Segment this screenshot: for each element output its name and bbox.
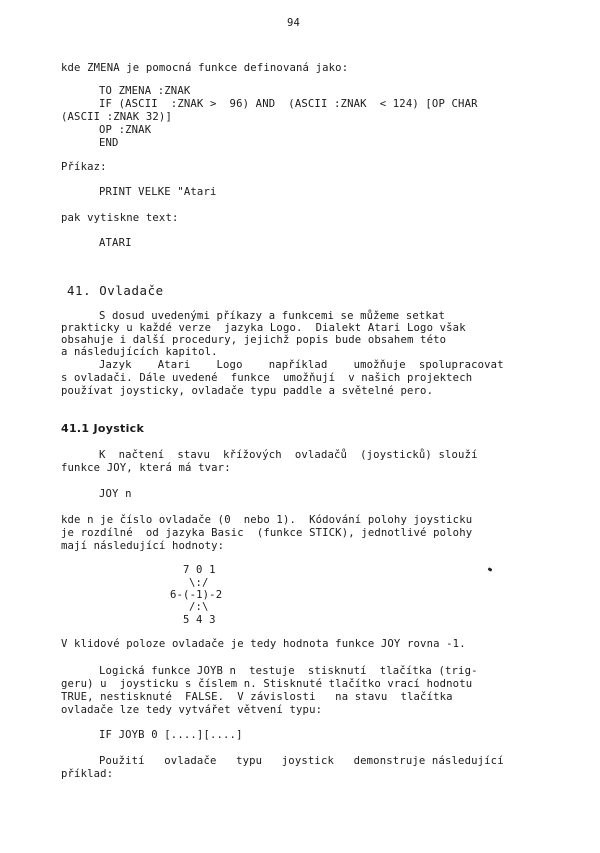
text-line: geru) u joysticku s číslem n. Stisknuté tlačítko vrací hodnotu — [61, 678, 473, 690]
joystick-diagram-line: 6-(-1)-2 — [170, 589, 223, 601]
code-line: OP :ZNAK — [99, 124, 152, 136]
text-line: používat joysticky, ovladače typu paddle a světelné pero. — [61, 385, 434, 397]
text-line: s ovladači. Dále uvedené funkce umožňují v našich projektech — [61, 372, 473, 384]
joystick-diagram-line: \:/ — [189, 577, 209, 589]
text-line: kde ZMENA je pomocná funkce definovaná jako: — [61, 62, 349, 74]
code-line: TO ZMENA :ZNAK — [99, 85, 191, 97]
text-line: kde n je číslo ovladače (0 nebo 1). Kódování polohy joysticku — [61, 514, 473, 526]
joystick-diagram-line: 5 4 3 — [183, 614, 216, 626]
text-line: funkce JOY, která má tvar: — [61, 462, 231, 474]
text-line: S dosud uvedenými příkazy a funkcemi se můžeme setkat — [99, 310, 445, 322]
text-line: je rozdílné od jazyka Basic (funkce STICK), jednotlivé polohy — [61, 527, 473, 539]
text-line: obsahuje i další procedury, jejichž popis bude obsahem této — [61, 334, 447, 346]
text-line: Použití ovladače typu joystick demonstruje následující — [99, 755, 504, 767]
text-line: a následujících kapitol. — [61, 346, 218, 358]
code-line: END — [99, 137, 119, 149]
section-heading: 41. Ovladače — [67, 283, 164, 298]
code-line: IF (ASCII :ZNAK > 96) AND (ASCII :ZNAK < 124) [OP CHAR — [99, 98, 478, 110]
text-line: TRUE, nestisknuté FALSE. V závislosti na stavu tlačítka — [61, 691, 453, 703]
code-line: (ASCII :ZNAK 32)] — [61, 111, 172, 123]
subsection-heading: 41.1 Joystick — [61, 422, 145, 435]
text-line: ovladače lze tedy vytvářet větvení typu: — [61, 704, 323, 716]
text-line: Logická funkce JOYB n testuje stisknutí tlačítka (trig- — [99, 665, 478, 677]
code-line: PRINT VELKE "Atari — [99, 186, 217, 198]
text-line: Jazyk Atari Logo například umožňuje spolupracovat — [99, 359, 504, 371]
text-line: V klidové poloze ovladače je tedy hodnota funkce JOY rovna -1. — [61, 638, 466, 650]
code-line: JOY n — [99, 488, 132, 500]
code-line: IF JOYB 0 [....][....] — [99, 729, 243, 741]
text-line: K načtení stavu křížových ovladačů (joysticků) slouží — [99, 449, 478, 461]
code-line: ATARI — [99, 237, 132, 249]
joystick-diagram-line: /:\ — [189, 601, 209, 613]
print-speck — [488, 567, 493, 572]
text-line: příklad: — [61, 768, 114, 780]
text-line: pak vytiskne text: — [61, 212, 179, 224]
text-line: Příkaz: — [61, 161, 107, 173]
page-number: 94 — [287, 17, 301, 29]
joystick-diagram-line: 7 0 1 — [183, 564, 216, 576]
text-line: prakticky u každé verze jazyka Logo. Dialekt Atari Logo však — [61, 322, 466, 334]
text-line: mají následující hodnoty: — [61, 540, 225, 552]
